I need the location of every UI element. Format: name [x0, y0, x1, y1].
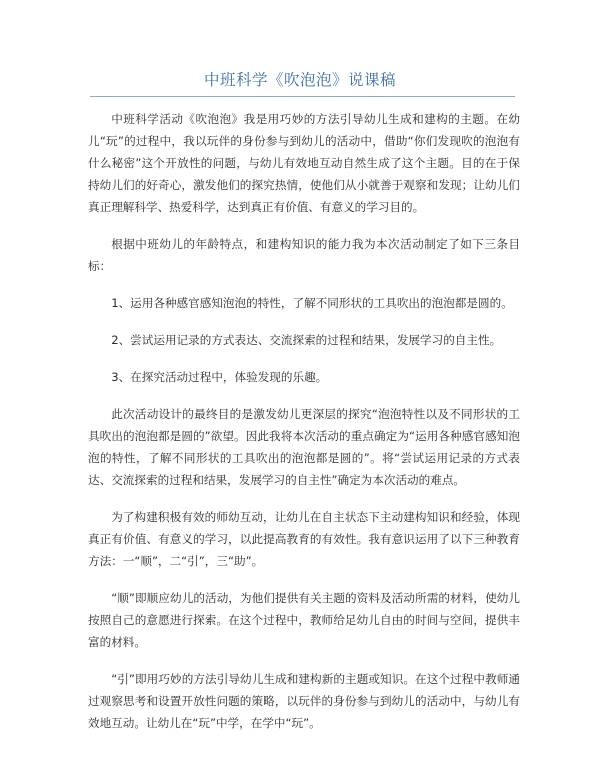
paragraph-yin: “引”即用巧妙的方法引导幼儿生成和建构新的主题或知识。在这个过程中教师通过观察思考和设置开放性问题的策略，以玩伴的身份参与到幼儿的活动中，与幼儿有效地互动。让幼儿在“玩”中学，在学中“玩”。	[88, 672, 520, 730]
goal-item-2: 2、尝试运用记录的方式表达、交流探索的过程和结果，发展学习的自主性。	[111, 333, 502, 347]
title-underline	[90, 96, 515, 97]
document-body	[88, 108, 520, 749]
paragraph-shun: “顺”即顺应幼儿的活动，为他们提供有关主题的资料及活动所需的材料，使幼儿按照自己的意愿进行探索。在这个过程中，教师给足幼儿自由的时间与空间，提供丰富的材料。	[88, 591, 520, 649]
paragraph-intro: 中班科学活动《吹泡泡》我是用巧妙的方法引导幼儿生成和建构的主题。在幼儿“玩”的过程中，我以玩伴的身份参与到幼儿的活动中，借助“你们发现吹的泡泡有什么秘密”这个开放性的问题，与幼儿有效地互动自然生成了这个主题。目的在于保持幼儿们的好奇心，激发他们的探究热情，使他们从小就善于观察和发现；让幼儿们真正理解科学、热爱科学，达到真正有价值、有意义的学习目的。	[88, 112, 520, 214]
document-title: 中班科学《吹泡泡》说课稿	[203, 71, 396, 89]
paragraph-methods: 为了构建积极有效的师幼互动，让幼儿在自主状态下主动建构知识和经验，体现真正有价值、有意义的学习，以此提高教育的有效性。我有意识运用了以下三种教育方法：一“顺”，二“引”，三“助”。	[88, 510, 520, 568]
goal-item-1: 1、运用各种感官感知泡泡的特性，了解不同形状的工具吹出的泡泡都是圆的。	[111, 296, 513, 310]
paragraph-focus: 此次活动设计的最终目的是激发幼儿更深层的探究“泡泡特性以及不同形状的工具吹出的泡泡都是圆的”欲望。因此我将本次活动的重点确定为“运用各种感官感知泡泡的特性，了解不同形状的工具吹出的泡泡都是圆的”。将“尝试运用记录的方式表达、交流探索的过程和结果，发展学习的自主性”确定为本次活动的难点。	[88, 407, 520, 487]
goal-item-3: 3、在探究活动过程中，体验发现的乐趣。	[111, 370, 328, 384]
paragraph-goals-lead: 根据中班幼儿的年龄特点，和建构知识的能力我为本次活动制定了如下三条目标：	[88, 237, 520, 273]
